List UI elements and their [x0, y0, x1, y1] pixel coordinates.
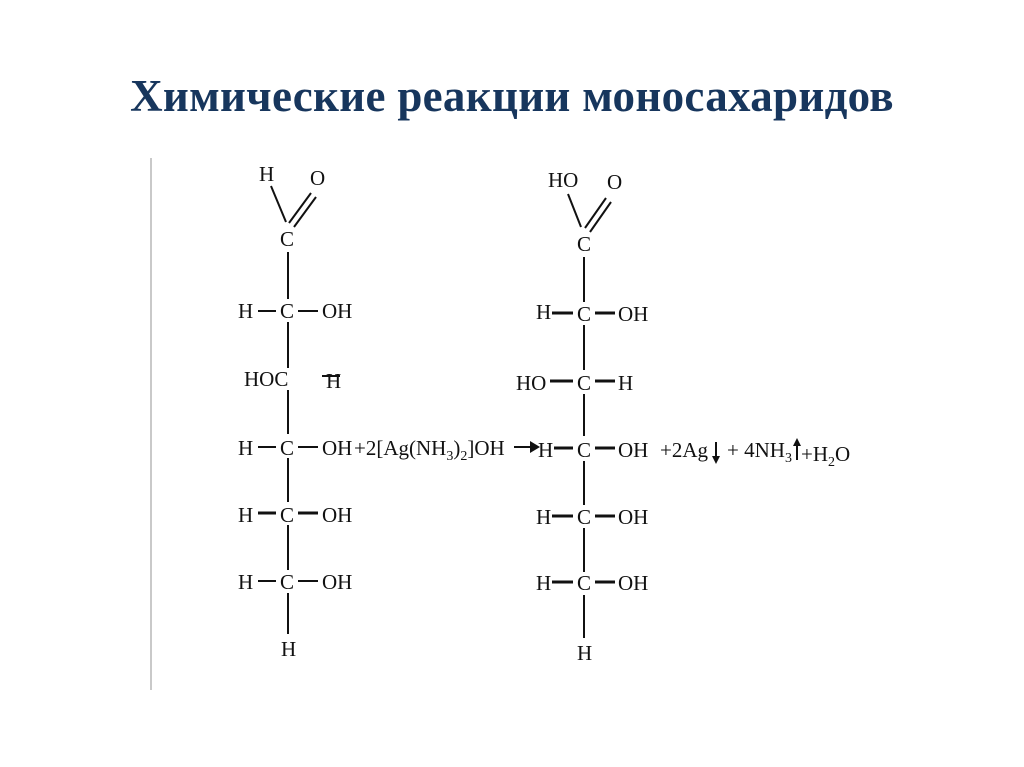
water-formula: +H — [801, 442, 829, 466]
reactant-row1-right: OH — [322, 299, 353, 323]
reactant-row4-c: C — [280, 503, 295, 527]
reactant-row4-left: H — [238, 503, 254, 527]
product-c1-label: C — [577, 232, 592, 256]
reactant-row2-right: H — [326, 369, 342, 393]
reactant-row1-c: C — [280, 299, 295, 323]
reagent-formula-part: ]OH — [467, 436, 505, 460]
product-bottom-h: H — [577, 641, 593, 665]
byproduct-water — [801, 442, 850, 470]
water-formula-tail: O — [835, 442, 851, 466]
reagent-subscript-3: 3 — [446, 449, 454, 464]
reactant-row3-c: C — [280, 436, 295, 460]
product-row3-right: OH — [618, 438, 649, 462]
reactant-aldehyde-o: O — [310, 166, 326, 190]
precipitate-arrow-head — [712, 456, 720, 464]
product-row5-right: OH — [618, 571, 649, 595]
reagent-formula-part: +2[Ag(NH — [354, 436, 447, 460]
product-row1-c: C — [577, 302, 592, 326]
product-row3-c: C — [577, 438, 592, 462]
reactant-aldehyde-h: H — [259, 162, 275, 186]
product-row5-left: H — [536, 571, 552, 595]
reactant-bottom-h: H — [281, 637, 297, 661]
byproduct-ammonia — [727, 438, 792, 466]
reactant-row5-left: H — [238, 570, 254, 594]
reactant-row5-right: OH — [322, 570, 353, 594]
product-row4-right: OH — [618, 505, 649, 529]
reactant-row3-right: OH — [322, 436, 353, 460]
reactant-row4-right: OH — [322, 503, 353, 527]
ammonia-subscript: 3 — [784, 451, 792, 466]
product-row2-c: C — [577, 371, 592, 395]
reactant-row3-left: H — [238, 436, 254, 460]
byproducts-group — [660, 438, 850, 470]
product-row1-left: H — [536, 300, 552, 324]
byproduct-silver: +2Ag — [660, 438, 709, 462]
product-row2-left: HO — [516, 371, 547, 395]
product-ho-c-bond — [568, 194, 581, 227]
reactant-row5-c: C — [280, 570, 295, 594]
reactant-h-c-bond — [271, 186, 286, 222]
ammonia-formula: + 4NH — [727, 438, 785, 462]
product-row5-c: C — [577, 571, 592, 595]
reactant-structure — [238, 162, 352, 661]
product-row3-left: H — [538, 438, 554, 462]
product-row2-right: H — [618, 371, 634, 395]
product-row1-right: OH — [618, 302, 649, 326]
gas-arrow-head — [793, 438, 801, 446]
water-subscript: 2 — [828, 455, 836, 470]
product-carboxyl-o: O — [607, 170, 623, 194]
reagent-group — [354, 436, 540, 464]
product-structure — [516, 168, 648, 665]
reactant-row1-left: H — [238, 299, 254, 323]
product-carboxyl-ho: HO — [548, 168, 579, 192]
reagent-formula-part: ) — [453, 436, 461, 460]
reagent-subscript-2: 2 — [460, 449, 468, 464]
product-row4-c: C — [577, 505, 592, 529]
reactant-row2-left: HOC — [244, 367, 289, 391]
slide-title: Химические реакции моносахаридов — [130, 71, 894, 121]
reagent-formula — [354, 436, 505, 464]
reactant-c1-label: C — [280, 227, 295, 251]
product-row4-left: H — [536, 505, 552, 529]
